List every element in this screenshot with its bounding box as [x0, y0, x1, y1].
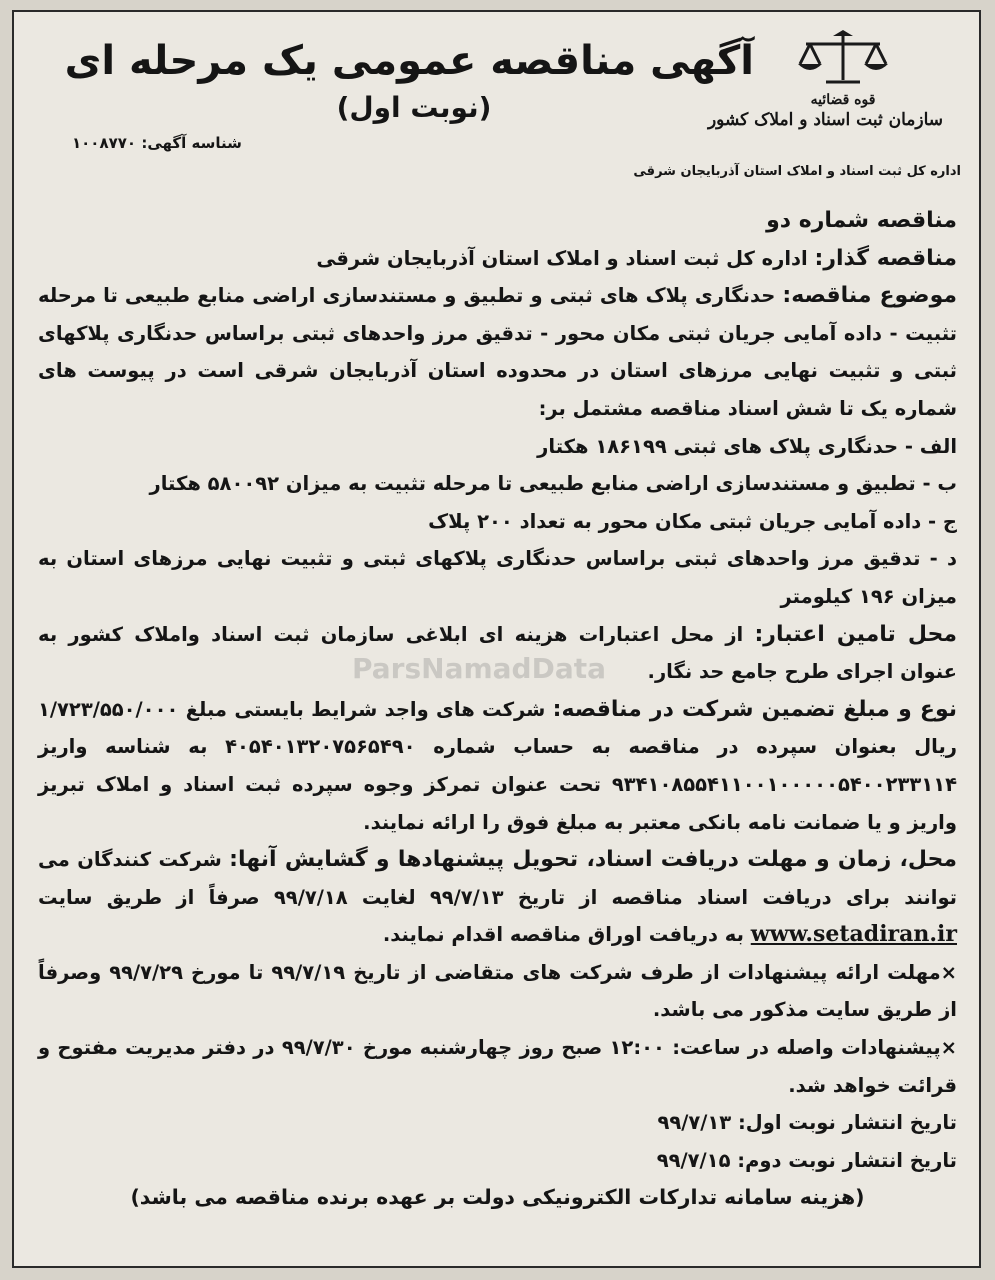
publish-date-1: تاریخ انتشار نوبت اول: ۹۹/۷/۱۳: [657, 1111, 957, 1135]
subject-value: حدنگاری پلاک های ثبتی و تطبیق و مستندسازی اراضی منابع طبیعی تا مرحله تثبیت - داده آمایی جریان ثبتی مکان محور - تدقیق مرز واحدهای ثبتی براساس حدنگاری پلاکهای ثبتی و تثبیت نهایی مرزهای استان در محدوده استان آذربایجان شرقی است در پیوست های شماره یک تا شش اسناد مناقصه مشتمل بر:: [38, 284, 957, 420]
note-2: ×پیشنهادات واصله در ساعت: ۱۲:۰۰ صبح روز چهارشنبه مورخ ۹۹/۷/۳۰ در دفتر مدیریت مفتوح و قرائت خواهد شد.: [38, 1036, 957, 1097]
notice-title-block: [64, 34, 754, 128]
tender-number: مناقصه شماره دو: [766, 208, 957, 233]
publish-date-2: تاریخ انتشار نوبت دوم: ۹۹/۷/۱۵: [656, 1148, 957, 1172]
guarantee-label: نوع و مبلغ تضمین شرکت در مناقصه:: [552, 696, 957, 722]
logo-line-2: سازمان ثبت اسناد و املاک کشور: [707, 110, 943, 130]
funding-value: از محل اعتبارات هزینه ای ابلاغی سازمان ثبت اسناد واملاک کشور به عنوان اجرای طرح جامع حد نگار.: [38, 622, 957, 684]
notice-subtitle: (نوبت اول): [336, 91, 492, 124]
judiciary-logo: [707, 30, 943, 130]
list-item: ب - تطبیق و مستندسازی اراضی منابع طبیعی تا مرحله تثبیت به میزان ۵۸۰۰۹۲ هکتار: [149, 472, 957, 496]
guarantee-value: شرکت های واجد شرایط بایستی مبلغ ۱/۷۲۳/۵۵۰/۰۰۰ ریال بعنوان سپرده در مناقصه به حساب شماره ۴۰۵۴۰۱۳۲۰۷۵۶۵۴۹۰ به شناسه واریز ۹۳۴۱۰۸۵۵۴۱۱۰۰۱۰۰۰۰۰۵۴۰۰۲۳۳۱۱۴ تحت عنوان تمرکز وجوه سپرده ثبت اسناد و املاک تبریز واریز و یا ضمانت نامه بانکی معتبر به مبلغ فوق را ارائه نمایند.: [38, 697, 957, 834]
department-name: اداره کل ثبت اسناد و املاک استان آذربایجان شرقی: [633, 164, 961, 179]
logo-line-1: قوه قضائیه: [810, 92, 876, 108]
ad-id: شناسه آگهی: ۱۰۰۸۷۷۰: [72, 134, 242, 152]
website-link[interactable]: www.setadiran.ir: [750, 921, 957, 948]
scales-of-justice-icon: [788, 30, 898, 90]
organizer-value: اداره کل ثبت اسناد و املاک استان آذربایجان شرقی: [316, 246, 808, 270]
notice-title: آگهی مناقصه عمومی یک مرحله ای: [64, 38, 754, 84]
docs-value: شرکت کنندگان می توانند برای دریافت اسناد مناقصه از تاریخ ۹۹/۷/۱۳ لغایت ۹۹/۷/۱۸ صرفاً از طریق سایت: [38, 848, 957, 909]
tender-notice: [12, 10, 981, 1268]
funding-label: محل تامین اعتبار:: [754, 621, 958, 647]
organizer-label: مناقصه گذار:: [814, 245, 957, 271]
list-item: الف - حدنگاری پلاک های ثبتی ۱۸۶۱۹۹ هکتار: [537, 434, 957, 458]
list-item: ج - داده آمایی جریان ثبتی مکان محور به تعداد ۲۰۰ پلاک: [428, 509, 957, 533]
notice-body: [38, 202, 957, 1217]
docs-tail: به دریافت اوراق مناقصه اقدام نمایند.: [382, 923, 744, 947]
watermark: ParsNamadData: [352, 652, 606, 685]
docs-label: محل، زمان و مهلت دریافت اسناد، تحویل پیشنهادها و گشایش آنها:: [229, 847, 957, 873]
list-item: د - تدقیق مرز واحدهای ثبتی براساس حدنگاری پلاکهای ثبتی و تثبیت نهایی مرزهای استان به میزان ۱۹۶ کیلومتر: [38, 547, 957, 608]
subject-label: موضوع مناقصه:: [782, 283, 957, 309]
note-1: ×مهلت ارائه پیشنهادات از طرف شرکت های متقاضی از تاریخ ۹۹/۷/۱۹ تا مورخ ۹۹/۷/۲۹ وصرفاً از طریق سایت مذکور می باشد.: [38, 960, 957, 1022]
footer-note: (هزینه سامانه تدارکات الکترونیکی دولت بر عهده برنده مناقصه می باشد): [130, 1185, 865, 1210]
